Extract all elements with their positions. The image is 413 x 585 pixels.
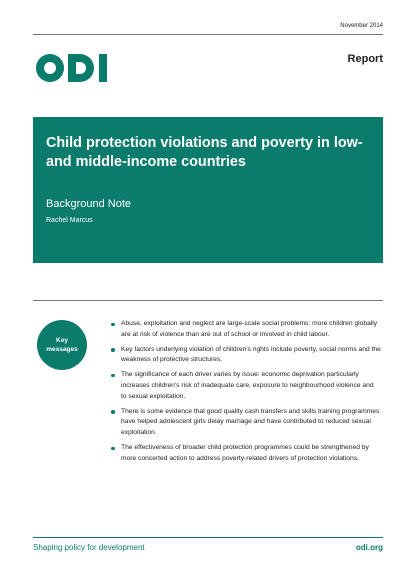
list-item: [111, 370, 381, 402]
document-type-label: Report: [347, 53, 383, 65]
list-item: [111, 319, 381, 340]
report-subtitle: Background Note: [46, 198, 131, 210]
key-messages-label: Key messages: [46, 337, 78, 353]
bullet-icon: [111, 348, 115, 352]
key-message-text: Abuse, exploitation and neglect are large-scale social problems: more children globally are at risk of violence than are out of school or involved in child labour.: [121, 320, 378, 338]
header-divider: [33, 34, 383, 35]
title-banner: [33, 117, 383, 263]
footer-divider: [33, 537, 383, 538]
footer-tagline: Shaping policy for development: [33, 543, 145, 552]
key-message-text: Key factors underlying violation of children's rights include poverty, social norms and the weakness of protective structures.: [121, 345, 381, 364]
key-message-text: There is some evidence that good quality cash transfers and skills training programmes have helped adolescent girls delay marriage and have contributed to reduced sexual exploitation.: [121, 407, 380, 436]
report-title: Child protection violations and poverty in low- and middle-income countries: [46, 135, 363, 170]
odi-logo: [34, 52, 114, 84]
key-messages-badge: [37, 320, 87, 370]
bullet-icon: [111, 410, 115, 414]
list-item: [111, 407, 381, 439]
key-messages-list: [111, 319, 381, 469]
bullet-icon: [111, 323, 115, 327]
key-message-text: The effectiveness of broader child protection programmes could be strengthened by more concerted action to address poverty-related drivers of protection violations.: [121, 443, 369, 462]
bullet-icon: [111, 374, 115, 378]
footer-website-link[interactable]: odi.org: [355, 543, 383, 552]
report-author: Rachel Marcus: [46, 217, 93, 224]
publication-date: November 2014: [340, 23, 383, 29]
key-message-text: The significance of each driver varies by issue: economic deprivation particularly increases children's risk of inadequate care, exposure to neighbourhood violence and to sexual exploitation.: [121, 371, 374, 400]
bullet-icon: [111, 447, 115, 451]
section-divider: [33, 300, 383, 301]
list-item: [111, 443, 381, 464]
list-item: [111, 345, 381, 366]
